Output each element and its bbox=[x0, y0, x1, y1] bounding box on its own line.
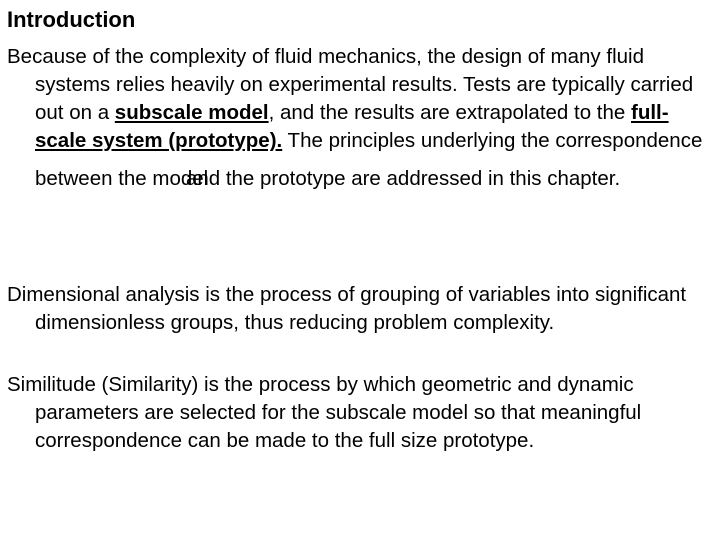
intro-text-part3: The principles underlying the correspondence between the model bbox=[35, 129, 703, 190]
slide-title: Introduction bbox=[7, 7, 136, 32]
intro-text-part1: Because of the complexity of fluid mechanics, the design of many fluid systems relies heavily on experimental results. Tests are typically carried out on a bbox=[7, 45, 694, 124]
dimensional-analysis-paragraph: Dimensional analysis is the process of grouping of variables into significant dimensionless groups, thus reducing problem complexity. bbox=[7, 283, 687, 334]
intro-paragraph bbox=[7, 43, 713, 193]
term-full-scale-system: full-scale system (prototype). bbox=[35, 101, 669, 152]
intro-text-part4: and the prototype are addressed in this chapter. bbox=[185, 167, 621, 190]
term-subscale-model: subscale model bbox=[114, 101, 269, 124]
intro-text-part2: , and the results are extrapolated to the bbox=[268, 101, 632, 124]
similitude-paragraph: Similitude (Similarity) is the process by which geometric and dynamic parameters are selected for the subscale model so that meaningful correspondence can be made to the full size prototype. bbox=[7, 373, 642, 452]
